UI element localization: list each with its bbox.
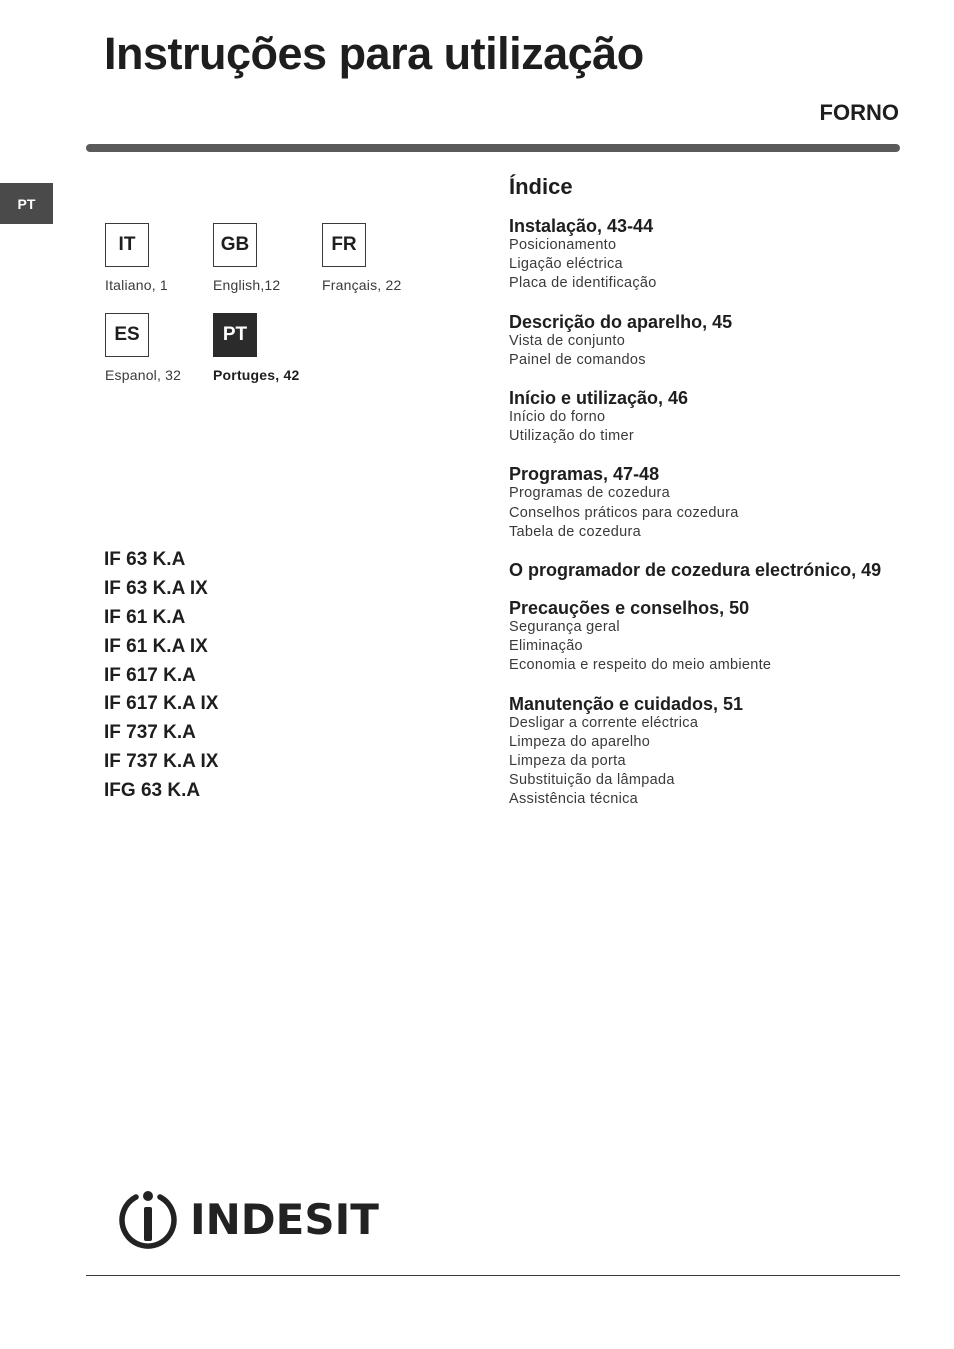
page-title: Instruções para utilização bbox=[104, 28, 644, 79]
toc-item[interactable]: Conselhos práticos para cozedura bbox=[509, 504, 739, 521]
lang-code-box: FR bbox=[322, 223, 366, 267]
toc-section-maintenance bbox=[509, 694, 909, 810]
toc-item[interactable]: Limpeza do aparelho bbox=[509, 733, 651, 750]
toc-item[interactable]: Assistência técnica bbox=[509, 791, 639, 808]
toc-heading[interactable]: Programas, 47-48 bbox=[509, 464, 660, 485]
toc-heading[interactable]: Início e utilização, 46 bbox=[509, 388, 689, 409]
bottom-divider bbox=[86, 1275, 900, 1276]
indesit-i-icon bbox=[116, 1187, 180, 1251]
model-item: IF 61 K.A bbox=[104, 606, 186, 628]
toc-items bbox=[509, 714, 909, 810]
toc-item[interactable]: Substituição da lâmpada bbox=[509, 772, 675, 789]
lang-code-box: GB bbox=[213, 223, 257, 267]
toc-section-precautions bbox=[509, 598, 909, 676]
toc-heading[interactable]: Precauções e conselhos, 50 bbox=[509, 598, 750, 619]
model-item: IFG 63 K.A bbox=[104, 780, 201, 802]
toc-section-start-use bbox=[509, 388, 909, 446]
language-side-tab: PT bbox=[0, 183, 53, 224]
toc-section-installation bbox=[509, 216, 909, 294]
lang-it[interactable] bbox=[105, 223, 225, 293]
toc-item[interactable]: Vista de conjunto bbox=[509, 332, 626, 349]
toc-section-programs bbox=[509, 464, 909, 542]
lang-caption: English,12 bbox=[213, 277, 281, 293]
toc-items bbox=[509, 618, 909, 676]
lang-code-box: PT bbox=[213, 313, 257, 357]
lang-caption: Français, 22 bbox=[322, 277, 402, 293]
product-name: FORNO bbox=[819, 100, 899, 125]
toc-heading[interactable]: Manutenção e cuidados, 51 bbox=[509, 693, 744, 714]
model-item: IF 63 K.A IX bbox=[104, 577, 208, 599]
model-item: IF 63 K.A bbox=[104, 549, 186, 570]
lang-code-box: IT bbox=[105, 223, 149, 267]
brand-wordmark: INDESIT bbox=[190, 1194, 379, 1244]
model-item: IF 617 K.A IX bbox=[104, 693, 219, 715]
toc-item[interactable]: Segurança geral bbox=[509, 619, 620, 636]
model-item: IF 737 K.A bbox=[104, 722, 196, 744]
top-divider bbox=[86, 144, 900, 152]
lang-code-box: ES bbox=[105, 313, 149, 357]
toc-item[interactable]: Painel de comandos bbox=[509, 351, 646, 368]
toc-item[interactable]: Posicionamento bbox=[509, 237, 617, 253]
toc-item[interactable]: Início do forno bbox=[509, 409, 606, 426]
toc-item[interactable]: Programas de cozedura bbox=[509, 485, 671, 502]
toc-heading[interactable]: Instalação, 43-44 bbox=[509, 216, 654, 236]
toc-items bbox=[509, 236, 909, 294]
model-list bbox=[104, 548, 218, 808]
lang-es[interactable] bbox=[105, 313, 225, 383]
lang-fr[interactable] bbox=[322, 223, 442, 293]
index-title: Índice bbox=[509, 174, 573, 199]
toc-item[interactable]: Utilização do timer bbox=[509, 428, 634, 445]
model-item: IF 737 K.A IX bbox=[104, 751, 219, 773]
toc-item[interactable]: Eliminação bbox=[509, 638, 583, 655]
toc-section-description bbox=[509, 312, 909, 370]
lang-pt[interactable] bbox=[213, 313, 333, 383]
toc-items bbox=[509, 484, 909, 542]
lang-caption: Italiano, 1 bbox=[105, 277, 168, 293]
lang-caption: Espanol, 32 bbox=[105, 367, 182, 383]
toc-item[interactable]: Desligar a corrente eléctrica bbox=[509, 714, 699, 731]
table-of-contents bbox=[509, 174, 909, 828]
model-item: IF 617 K.A bbox=[104, 664, 196, 686]
lang-caption: Portuges, 42 bbox=[213, 367, 300, 383]
brand-logo bbox=[116, 1186, 379, 1252]
toc-item[interactable]: Ligação eléctrica bbox=[509, 256, 623, 273]
toc-item[interactable]: Tabela de cozedura bbox=[509, 523, 641, 540]
lang-gb[interactable] bbox=[213, 223, 333, 293]
toc-item[interactable]: Placa de identificação bbox=[509, 275, 657, 292]
model-item: IF 61 K.A IX bbox=[104, 635, 208, 657]
toc-item[interactable]: Limpeza da porta bbox=[509, 753, 626, 770]
toc-section-programmer bbox=[509, 560, 909, 580]
toc-item[interactable]: Economia e respeito do meio ambiente bbox=[509, 657, 772, 674]
toc-heading[interactable]: Descrição do aparelho, 45 bbox=[509, 311, 733, 332]
toc-heading[interactable]: O programador de cozedura electrónico, 49 bbox=[509, 560, 882, 581]
toc-items bbox=[509, 408, 909, 446]
toc-items bbox=[509, 332, 909, 370]
